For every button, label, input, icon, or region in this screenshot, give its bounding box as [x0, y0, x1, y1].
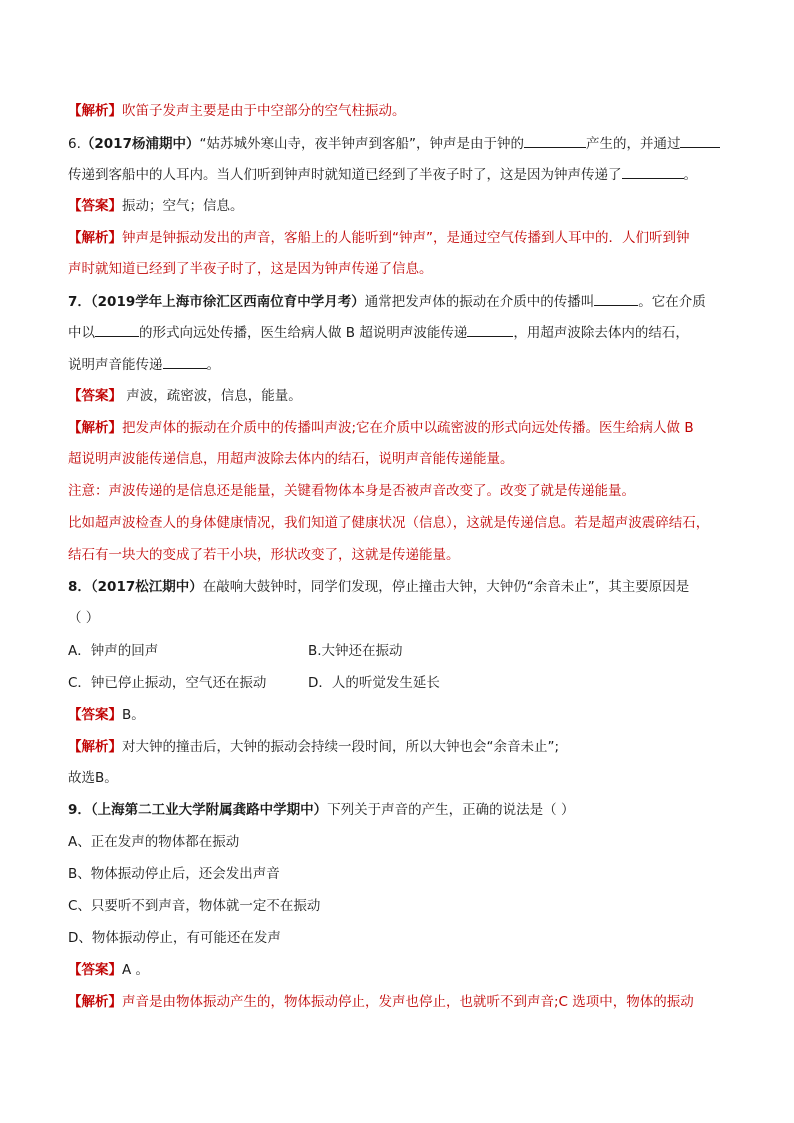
- q7-source: （2019学年上海市徐汇区西南位育中学月考）: [90, 294, 365, 310]
- q6-number: 6.: [68, 136, 81, 152]
- q8-option-a[interactable]: A．钟声的回声: [68, 643, 159, 659]
- q6-analysis-line2: [68, 259, 433, 279]
- q7-blank-1[interactable]: [594, 291, 638, 306]
- q6-analysis-a: 钟声是钟振动发出的声音，客船上的人能听到: [122, 230, 392, 246]
- q7-text-b: 。它在介质: [638, 294, 706, 310]
- q9-number: 9．: [68, 802, 91, 818]
- q7-analysis-a: 把发声体的振动在介质中的传播叫声波;它在介质中以疏密波的形式向远处传播。医生给病人做 B: [122, 420, 694, 436]
- q9-option-d[interactable]: D、物体振动停止，有可能还在发声: [68, 930, 281, 946]
- q8-paren: （ ）: [68, 610, 100, 626]
- q9-analysis-line: [68, 992, 694, 1012]
- q8-question-line1: [68, 577, 689, 597]
- q6-analysis-line1: [68, 228, 690, 248]
- q6-analysis-c: 声时就知道已经到了半夜子时了，这是因为钟声传递了信息。: [68, 261, 433, 277]
- q8-analysis-line: [68, 737, 559, 757]
- q7-text-e: ，用超声波除去体内的结石，: [513, 325, 689, 341]
- answer-tag: 【答案】: [68, 388, 122, 404]
- q6-answer: 振动；空气；信息。: [122, 198, 244, 214]
- q7-note-c: 结石有一块大的变成了若干小块，形状改变了，这就是传递能量。: [68, 547, 460, 563]
- q7-blank-2[interactable]: [95, 322, 139, 337]
- q9-analysis: 声音是由物体振动产生的，物体振动停止，发声也停止，也就听不到声音;C 选项中，物体的振动: [122, 994, 694, 1010]
- q8-option-b[interactable]: B.大钟还在振动: [308, 643, 403, 659]
- q6-text-c: 传递到客船中的人耳内。当人们听到钟声时就知道已经到了半夜子时了，这是因为钟声传递了: [68, 167, 622, 183]
- q5-analysis: 吹笛子发声主要是由于中空部分的空气柱振动。: [122, 103, 406, 119]
- q7-analysis-line2: [68, 449, 514, 469]
- q8-number: 8．: [68, 579, 91, 595]
- q6-analysis-quote: “钟声”: [392, 230, 433, 246]
- analysis-tag: 【解析】: [68, 420, 122, 436]
- q7-text-g: 。: [206, 357, 220, 373]
- answer-tag: 【答案】: [68, 198, 122, 214]
- q7-question-line3: [68, 354, 220, 375]
- q7-note-b: 比如超声波检查人的身体健康情况，我们知道了健康状况（信息），这就是传递信息。若是超声波震碎结石，: [68, 515, 710, 531]
- q7-number: 7．: [68, 294, 91, 310]
- q7-text-a: 通常把发声体的振动在介质中的传播叫: [364, 294, 595, 310]
- q6-question-line2: [68, 164, 697, 185]
- q8-source: （2017松江期中）: [90, 579, 203, 595]
- q8-option-c[interactable]: C．钟已停止振动，空气还在振动: [68, 675, 267, 691]
- analysis-tag: 【解析】: [68, 739, 122, 755]
- q7-text-d: 的形式向远处传播，医生给病人做 B 超说明声波能传递: [139, 325, 468, 341]
- q7-analysis-b: 超说明声波能传递信息，用超声波除去体内的结石，说明声音能传递能量。: [68, 451, 514, 467]
- q8-answer-line: [68, 705, 145, 725]
- q7-question-line1: [68, 291, 706, 312]
- q6-question-line1: [68, 133, 720, 154]
- analysis-tag: 【解析】: [68, 103, 122, 119]
- q9-option-b[interactable]: B、物体振动停止后，还会发出声音: [68, 866, 280, 882]
- q7-text-c: 中以: [68, 325, 95, 341]
- q7-blank-3[interactable]: [467, 322, 513, 337]
- q7-analysis-line1: [68, 418, 694, 438]
- q7-note-line2: [68, 513, 709, 533]
- q6-answer-line: [68, 196, 244, 216]
- q8-conclusion-line: [68, 768, 118, 788]
- q8-question-line2: [68, 608, 99, 628]
- q7-note-line3: [68, 545, 460, 565]
- q5-analysis-line: [68, 101, 406, 121]
- q9-text: 下列关于声音的产生，正确的说法是（ ）: [327, 802, 575, 818]
- q9-option-c[interactable]: C、只要听不到声音，物体就一定不在振动: [68, 898, 321, 914]
- q7-note-line1: [68, 481, 635, 501]
- q7-question-line2: [68, 322, 689, 343]
- q7-answer: 声波，疏密波，信息，能量。: [122, 388, 302, 404]
- q8-option-d[interactable]: D．人的听觉发生延长: [308, 675, 440, 691]
- q6-text-d: 。: [683, 167, 697, 183]
- q6-text-a: “姑苏城外寒山寺，夜半钟声到客船”，钟声是由于钟的: [199, 136, 524, 152]
- analysis-tag: 【解析】: [68, 230, 122, 246]
- q7-blank-4[interactable]: [163, 354, 207, 369]
- q7-note: 注意：声波传递的是信息还是能量，关键看物体本身是否被声音改变了。改变了就是传递能量。: [68, 483, 635, 499]
- answer-tag: 【答案】: [68, 962, 122, 978]
- q9-answer: A 。: [122, 962, 150, 978]
- q6-text-b: 产生的，并通过: [585, 136, 681, 152]
- q6-blank-2[interactable]: [680, 133, 720, 148]
- q8-analysis: 对大钟的撞击后，大钟的振动会持续一段时间，所以大钟也会“余音未止”;: [122, 739, 560, 755]
- q6-blank-3[interactable]: [622, 164, 684, 179]
- q7-answer-line: [68, 386, 302, 406]
- q8-conclusion: 故选B。: [68, 770, 118, 786]
- q9-source: （上海第二工业大学附属龚路中学期中）: [90, 802, 328, 818]
- q8-text: 在敲响大鼓钟时，同学们发现，停止撞击大钟，大钟仍“余音未止”，其主要原因是: [202, 579, 690, 595]
- q8-answer: B。: [122, 707, 145, 723]
- q6-analysis-b: ，是通过空气传播到人耳中的．人们听到钟: [433, 230, 690, 246]
- q9-option-a[interactable]: A、正在发声的物体都在振动: [68, 834, 240, 850]
- q9-question-line: [68, 800, 574, 820]
- q9-answer-line: [68, 960, 149, 980]
- answer-tag: 【答案】: [68, 707, 122, 723]
- analysis-tag: 【解析】: [68, 994, 122, 1010]
- q6-source: （2017杨浦期中）: [80, 136, 200, 152]
- q7-text-f: 说明声音能传递: [68, 357, 163, 373]
- q6-blank-1[interactable]: [524, 133, 586, 148]
